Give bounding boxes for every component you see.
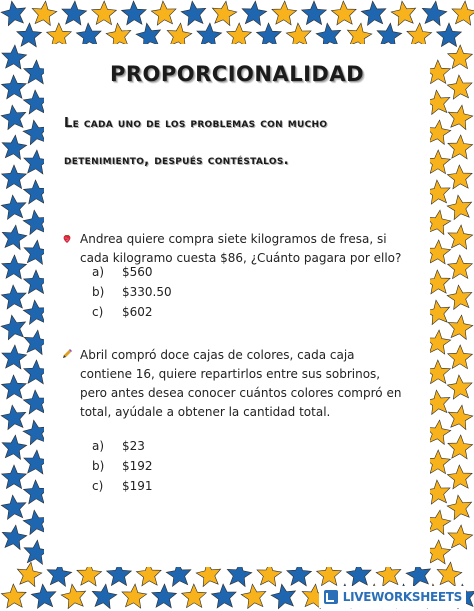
border-star <box>447 285 472 309</box>
border-star <box>452 1 474 25</box>
option-value: $192 <box>122 459 153 473</box>
border-star <box>2 345 27 369</box>
border-star <box>182 584 207 608</box>
border-star <box>122 1 147 25</box>
border-star <box>447 495 471 519</box>
border-star <box>1 105 26 129</box>
border-star <box>92 1 117 25</box>
border-star <box>447 375 472 399</box>
border-star <box>1 495 26 519</box>
border-star <box>448 105 472 129</box>
strawberry-icon <box>61 232 73 244</box>
border-star <box>447 75 472 99</box>
border-star <box>302 1 327 25</box>
border-star <box>241 584 266 608</box>
crayon-icon <box>61 348 73 360</box>
border-star <box>448 525 473 549</box>
border-star <box>448 45 473 69</box>
border-star <box>361 1 386 25</box>
liveworksheets-watermark <box>319 586 466 608</box>
border-star <box>447 465 472 489</box>
border-star <box>1 584 26 608</box>
border-star <box>122 584 147 608</box>
option-row[interactable] <box>92 262 172 282</box>
border-star <box>426 510 450 534</box>
option-letter: b) <box>92 459 105 473</box>
border-star <box>2 75 27 99</box>
option-value: $560 <box>122 265 153 279</box>
question-1-options <box>92 262 172 322</box>
border-star <box>2 45 27 69</box>
border-star <box>62 1 87 25</box>
border-star <box>447 195 471 219</box>
border-star <box>448 255 473 279</box>
border-star <box>61 584 85 608</box>
question-2 <box>80 346 410 422</box>
option-value: $191 <box>122 479 153 493</box>
border-star <box>426 210 450 234</box>
border-star <box>2 525 27 549</box>
border-star <box>212 1 236 25</box>
border-star <box>272 1 297 25</box>
border-star <box>1 315 25 340</box>
border-star <box>17 562 41 586</box>
border-star <box>271 584 295 609</box>
border-star <box>1 405 26 429</box>
border-star <box>2 165 27 189</box>
border-star <box>151 1 176 25</box>
border-star <box>448 315 473 339</box>
border-star <box>448 225 473 249</box>
option-row[interactable] <box>92 282 172 302</box>
border-star <box>32 1 57 25</box>
option-row[interactable] <box>92 476 153 496</box>
question-2-options <box>92 436 153 496</box>
option-letter: a) <box>92 439 105 453</box>
border-star <box>2 255 27 279</box>
option-row[interactable] <box>92 302 172 322</box>
instructions-line-1: Le cada uno de los problemas con mucho <box>64 116 328 131</box>
border-star <box>242 1 267 25</box>
option-value: $602 <box>122 305 153 319</box>
border-star <box>2 375 27 399</box>
option-letter: b) <box>92 285 105 299</box>
border-star <box>152 584 177 608</box>
border-star <box>448 435 473 459</box>
liveworksheets-logo-icon <box>323 589 339 605</box>
option-value: $23 <box>122 439 145 453</box>
question-1-text: Andrea quiere compra siete kilogramos de fresa, si cada kilogramo cuesta $86, ¿Cuánto pagara por ello? <box>80 232 402 265</box>
border-star <box>448 345 473 369</box>
option-letter: a) <box>92 265 105 279</box>
border-star <box>1 1 25 26</box>
border-star <box>437 562 462 586</box>
border-star <box>391 1 415 25</box>
page-title: PROPORCIONALIDAD <box>109 62 365 86</box>
option-value: $330.50 <box>122 285 172 299</box>
option-letter: c) <box>92 479 104 493</box>
border-star <box>1 285 26 309</box>
border-star <box>1 195 26 219</box>
instructions-line-2: detenimiento, después contéstalos. <box>64 153 289 168</box>
border-star <box>422 1 447 25</box>
border-star <box>447 165 472 189</box>
border-star <box>2 135 27 159</box>
border-star <box>331 1 356 25</box>
watermark-text: LIVEWORKSHEETS <box>342 590 462 604</box>
border-star <box>2 435 27 459</box>
border-star <box>181 1 206 25</box>
border-star <box>92 584 117 608</box>
border-star <box>211 584 236 608</box>
question-2-text: Abril compró doce cajas de colores, cada caja contiene 16, quiere repartirlos entre sus sobrinos, pero antes desea conocer cuántos colores compró en total, ayúdale a obtener la cantidad total. <box>80 348 402 419</box>
border-star <box>448 405 472 429</box>
border-star <box>437 23 462 47</box>
option-row[interactable] <box>92 436 153 456</box>
option-letter: c) <box>92 305 104 319</box>
border-star <box>2 225 27 249</box>
border-star <box>448 135 473 159</box>
border-star <box>31 584 56 608</box>
border-star <box>2 465 27 489</box>
border-star <box>17 23 42 47</box>
worksheet-page <box>44 44 430 567</box>
option-row[interactable] <box>92 456 153 476</box>
